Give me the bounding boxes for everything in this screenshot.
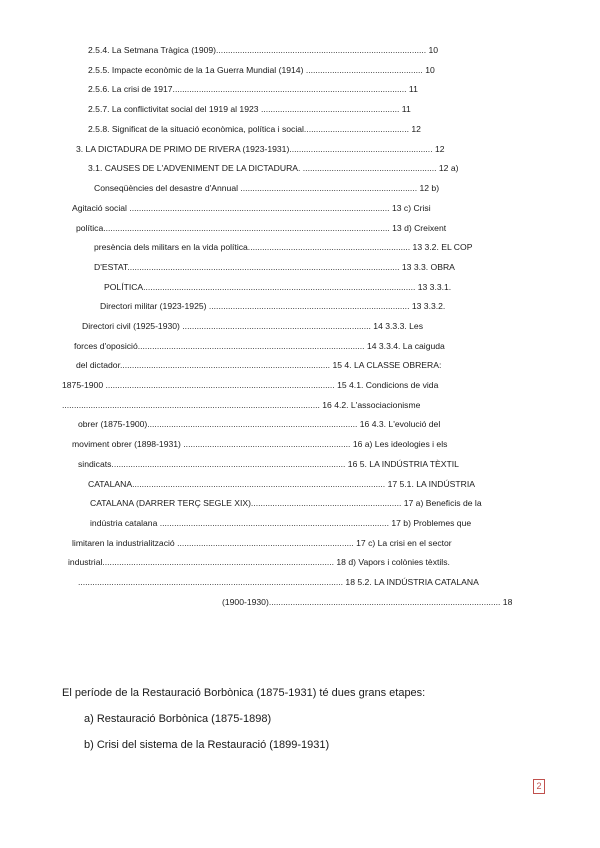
toc-line[interactable]: moviment obrer (1898-1931) ...................................................................... 16 a) Les ideologies i els	[72, 439, 448, 449]
toc-line[interactable]: 1875-1900 ................................................................................................ 15 4.1. Condicions de vida	[62, 380, 439, 390]
toc-line[interactable]: política........................................................................................................................ 13 d) Creixent	[76, 223, 447, 233]
toc-line[interactable]: (1900-1930)................................................................................................. 18	[222, 597, 513, 607]
toc-line[interactable]: 2.5.6. La crisi de 1917.................................................................................................. 11	[88, 84, 418, 94]
toc-line[interactable]: sindicats.................................................................................................. 16 5. LA INDÚSTRIA TÈXTIL	[78, 459, 459, 469]
page-number: 2	[533, 779, 545, 794]
toc-line[interactable]: Directori militar (1923-1925) .................................................................................... 13 3.3.2.	[100, 301, 446, 311]
toc-line[interactable]: 2.5.4. La Setmana Tràgica (1909)........................................................................................ 10	[88, 45, 439, 55]
intro-paragraph: El període de la Restauració Borbònica (1875-1931) té dues grans etapes:	[62, 687, 426, 699]
toc-line[interactable]: forces d'oposició............................................................................................... 14 3.3.4. La caiguda	[74, 341, 445, 351]
toc-line[interactable]: CATALANA.......................................................................................................... 17 5.1. LA INDÚSTRIA	[88, 479, 475, 489]
toc-line[interactable]: limitaren la industrialització .......................................................................... 17 c) La crisi en el sector	[72, 538, 452, 548]
toc-line[interactable]: CATALANA (DARRER TERÇ SEGLE XIX)............................................................... 17 a) Beneficis de la	[90, 498, 482, 508]
toc-line[interactable]: obrer (1875-1900)........................................................................................ 16 4.3. L'evolució del	[78, 419, 441, 429]
toc-line[interactable]: ............................................................................................................... 18 5.2. LA INDÚSTRIA CATALANA	[78, 577, 479, 587]
toc-line[interactable]: 2.5.8. Significat de la situació econòmica, política i social............................................ 12	[88, 124, 421, 134]
toc-line[interactable]: presència dels militars en la vida política.................................................................... 13 3.2. EL COP	[94, 242, 473, 252]
list-item-a: a) Restauració Borbònica (1875-1898)	[84, 713, 272, 725]
toc-line[interactable]: Conseqüències del desastre d'Annual .......................................................................... 12 b)	[94, 183, 440, 193]
toc-line[interactable]: del dictador........................................................................................ 15 4. LA CLASSE OBRERA:	[76, 360, 442, 370]
toc-line[interactable]: 2.5.5. Impacte econòmic de la 1a Guerra Mundial (1914) ................................................. 10	[88, 65, 435, 75]
toc-line[interactable]: Directori civil (1925-1930) ............................................................................... 14 3.3.3. Les	[82, 321, 423, 331]
toc-line[interactable]: D'ESTAT.................................................................................................................. 13 3.3. OBRA	[94, 262, 455, 272]
toc-line[interactable]: ............................................................................................................ 16 4.2. L'associacionisme	[62, 400, 421, 410]
toc-line[interactable]: POLÍTICA.................................................................................................................. 13 3.3.1.	[104, 282, 452, 292]
toc-line[interactable]: Agitació social ............................................................................................................. 13 c) Crisi	[72, 203, 431, 213]
toc-line[interactable]: 3.1. CAUSES DE L'ADVENIMENT DE LA DICTADURA. ........................................................ 12 a)	[88, 163, 459, 173]
toc-line[interactable]: industrial................................................................................................. 18 d) Vapors i colònies tèxtils.	[68, 557, 450, 567]
list-item-b: b) Crisi del sistema de la Restauració (1899-1931)	[84, 739, 330, 751]
toc-line[interactable]: 3. LA DICTADURA DE PRIMO DE RIVERA (1923-1931)............................................................ 12	[76, 144, 445, 154]
toc-line[interactable]: 2.5.7. La conflictivitat social del 1919 al 1923 .......................................................... 11	[88, 104, 411, 114]
toc-line[interactable]: indústria catalana ................................................................................................ 17 b) Problemes que	[90, 518, 472, 528]
